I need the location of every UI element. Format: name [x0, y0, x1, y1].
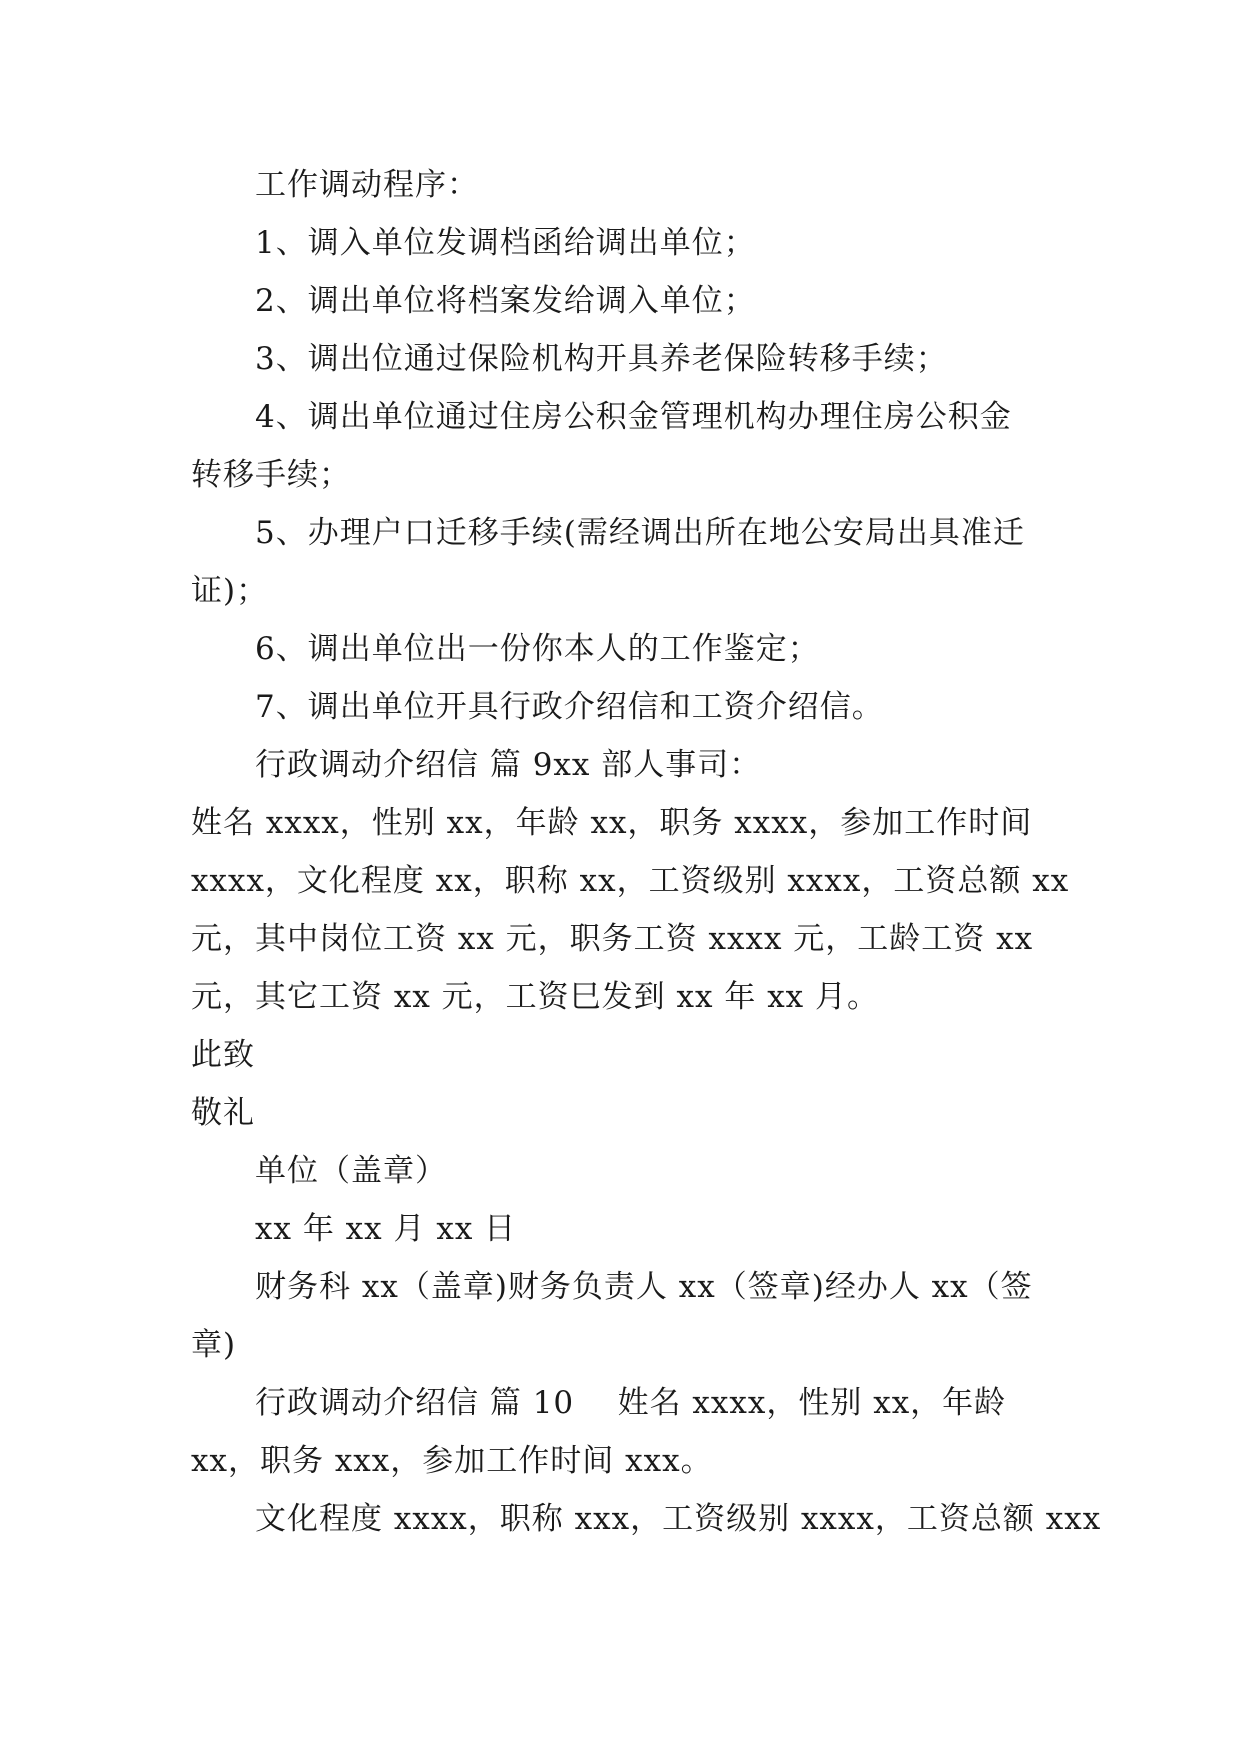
letter-9-body-line: 元，其中岗位工资 xx 元，职务工资 xxxx 元，工龄工资 xx	[191, 921, 1034, 957]
letter-9-body-line: 元，其它工资 xx 元，工资巳发到 xx 年 xx 月。	[191, 979, 880, 1015]
procedure-step-2: 2、调出单位将档案发给调入单位；	[255, 283, 756, 319]
section-heading-transfer-procedure: 工作调动程序：	[255, 167, 479, 203]
procedure-step-6: 6、调出单位出一份你本人的工作鉴定；	[255, 631, 820, 667]
letter-10-body-line: xx，职务 xxx，参加工作时间 xxx。	[191, 1443, 713, 1479]
letter-10-body-line: 文化程度 xxxx，职称 xxx，工资级别 xxxx，工资总额 xxx	[255, 1501, 1102, 1537]
letter-closing-cizhi: 此致	[191, 1037, 255, 1073]
procedure-step-4-continued: 转移手续；	[191, 457, 351, 493]
procedure-step-1: 1、调入单位发调档函给调出单位；	[255, 225, 756, 261]
procedure-step-5: 5、办理户口迁移手续(需经调出所在地公安局出具准迁	[255, 515, 1025, 551]
letter-signature-unit: 单位（盖章）	[255, 1153, 447, 1189]
procedure-step-7: 7、调出单位开具行政介绍信和工资介绍信。	[255, 689, 884, 725]
procedure-step-5-continued: 证)；	[191, 573, 269, 609]
letter-closing-jingli: 敬礼	[191, 1095, 255, 1131]
procedure-step-4: 4、调出单位通过住房公积金管理机构办理住房公积金	[255, 399, 1012, 435]
letter-signature-date: xx 年 xx 月 xx 日	[255, 1211, 517, 1247]
letter-signature-finance-continued: 章)	[191, 1327, 237, 1363]
letter-9-body-line: 姓名 xxxx，性别 xx，年龄 xx，职务 xxxx，参加工作时间	[191, 805, 1033, 841]
letter-signature-finance: 财务科 xx（盖章)财务负责人 xx（签章)经办人 xx（签	[255, 1269, 1033, 1305]
letter-9-heading: 行政调动介绍信 篇 9xx 部人事司：	[255, 747, 762, 783]
letter-9-body-line: xxxx，文化程度 xx，职称 xx，工资级别 xxxx，工资总额 xx	[191, 863, 1070, 899]
letter-10-heading: 行政调动介绍信 篇 10 姓名 xxxx，性别 xx，年龄	[255, 1385, 1007, 1421]
document-body	[191, 156, 1102, 1548]
procedure-step-3: 3、调出位通过保险机构开具养老保险转移手续；	[255, 341, 948, 377]
